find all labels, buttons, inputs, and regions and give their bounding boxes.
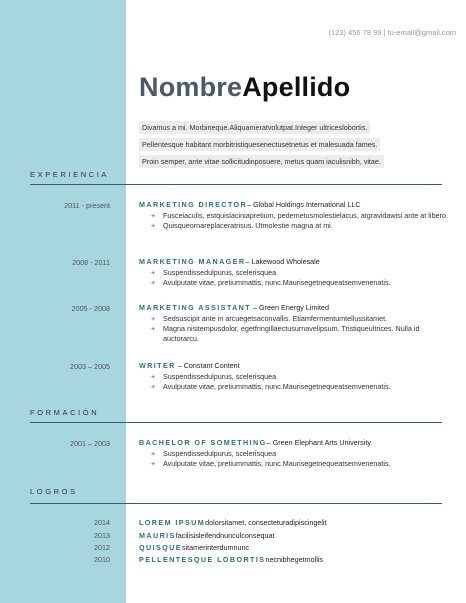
job-title: MARKETING DIRECTOR bbox=[139, 200, 248, 209]
sidebar-background bbox=[0, 0, 126, 603]
bullet-item: + Fusceiaculis, estquislaciniapretium, pedemetusmolestielacus, atgravidawisi ante at libero. bbox=[151, 211, 449, 221]
job-bullets bbox=[139, 372, 449, 392]
bullet-item: + Avulputate vitae, pretiummattis, nunc.Maurisegetnequeatsemvenenatis. bbox=[151, 278, 449, 288]
job-company: – Global Holdings International LLC bbox=[247, 200, 361, 209]
education-bullets bbox=[139, 449, 449, 469]
job-entry bbox=[139, 361, 449, 392]
last-name: Apellido bbox=[242, 72, 351, 102]
job-entry bbox=[139, 303, 449, 344]
summary-line: Pellentesque habitant morbitristiquesenectusetnetus et malesuada fames. bbox=[139, 138, 380, 151]
job-bullets bbox=[139, 314, 449, 344]
summary bbox=[139, 121, 439, 172]
job-title: WRITER bbox=[139, 361, 176, 370]
job-entry bbox=[139, 257, 449, 288]
education-dates: 2001 – 2003 bbox=[70, 439, 110, 448]
summary-line: Divamus a mi. Morbineque.Aliquameratvolutpat.Integer ultriceslobortis. bbox=[139, 121, 370, 134]
section-title-experience: EXPERIENCIA bbox=[30, 170, 110, 179]
bullet-item: + Suspendissedulpurus, scelerisquea bbox=[151, 449, 449, 459]
job-company: – Green Energy Limited bbox=[251, 303, 329, 312]
job-bullets bbox=[139, 268, 449, 288]
full-name bbox=[139, 72, 350, 103]
section-title-achievements: LOGROS bbox=[30, 487, 78, 496]
bullet-item: + Sedsuscipit ante in arcuegetsaconvallis. Etiamfermentumtellussitamet. bbox=[151, 314, 449, 324]
achievement-year: 2013 bbox=[94, 531, 110, 540]
job-dates: 2005 - 2008 bbox=[71, 304, 110, 313]
bullet-item: + Quisqueornareplaceratrisus. Utmolestie magna at mi. bbox=[151, 221, 449, 231]
achievement-item bbox=[139, 531, 274, 540]
degree bbox=[139, 438, 449, 447]
job-company: – Constant Content bbox=[175, 361, 240, 370]
bullet-item: + Suspendissedulpurus, scelerisquea bbox=[151, 268, 449, 278]
section-divider bbox=[30, 184, 442, 185]
achievement-item bbox=[139, 555, 323, 564]
job-bullets bbox=[139, 211, 449, 231]
achievement-year: 2012 bbox=[94, 543, 110, 552]
job-role bbox=[139, 303, 449, 312]
achievement-item bbox=[139, 543, 249, 552]
achievement-year: 2010 bbox=[94, 555, 110, 564]
achievement-key: QUISQUE bbox=[139, 543, 182, 552]
bullet-item: + Suspendissedulpurus, scelerisquea bbox=[151, 372, 449, 382]
bullet-item: + Avulputate vitae, pretiummattis, nunc.Maurisegetnequeatsemvenenatis. bbox=[151, 382, 449, 392]
achievement-key: LOREM IPSUM bbox=[139, 518, 206, 527]
bullet-item: + Magna nisitempusdolor, egetfringillaectusurnavelipsum. Tristiqueultrices. Nulla id auctorarcu. bbox=[151, 324, 449, 344]
achievement-text: dolorsitamet, consecteturadipiscingelit bbox=[205, 518, 327, 527]
bullet-item: + Avulputate vitae, pretiummattis, nunc.Maurisegetnequeatsemvenenatis. bbox=[151, 459, 449, 469]
achievement-item bbox=[139, 518, 327, 527]
job-role bbox=[139, 200, 449, 209]
degree-title: BACHELOR OF SOMETHING bbox=[139, 438, 267, 447]
first-name: Nombre bbox=[139, 72, 243, 102]
achievement-text: facilisisleifendnunculconsequat bbox=[175, 531, 275, 540]
job-entry bbox=[139, 200, 449, 231]
achievement-key: PELLENTESQUE LOBORTIS bbox=[139, 555, 266, 564]
summary-line: Proin semper, ante vitae sollicitudinposuere, metus quam iaculisnibh, vitae. bbox=[139, 155, 384, 168]
job-dates: 2008 - 2011 bbox=[72, 258, 110, 267]
achievement-text: necnibhegetmollis bbox=[265, 555, 323, 564]
job-dates: 2011 - present bbox=[64, 201, 110, 210]
job-title: MARKETING MANAGER bbox=[139, 257, 246, 266]
education-entry bbox=[139, 438, 449, 469]
job-title: MARKETING ASSISTANT bbox=[139, 303, 252, 312]
section-divider bbox=[30, 422, 442, 423]
achievement-year: 2014 bbox=[94, 518, 110, 527]
section-divider bbox=[30, 503, 442, 504]
job-company: – Lakewood Wholesale bbox=[245, 257, 320, 266]
achievement-key: MAURIS bbox=[139, 531, 176, 540]
achievement-text: sitamerinterdumnunc bbox=[181, 543, 250, 552]
job-role bbox=[139, 361, 449, 370]
job-role bbox=[139, 257, 449, 266]
contact-info: (123) 456 78 99 | tu-email@gmail.com bbox=[328, 28, 456, 37]
school-name: – Green Elephant Arts University bbox=[266, 438, 371, 447]
section-title-education: FORMACIÓN bbox=[30, 408, 100, 417]
job-dates: 2003 – 2005 bbox=[70, 362, 110, 371]
